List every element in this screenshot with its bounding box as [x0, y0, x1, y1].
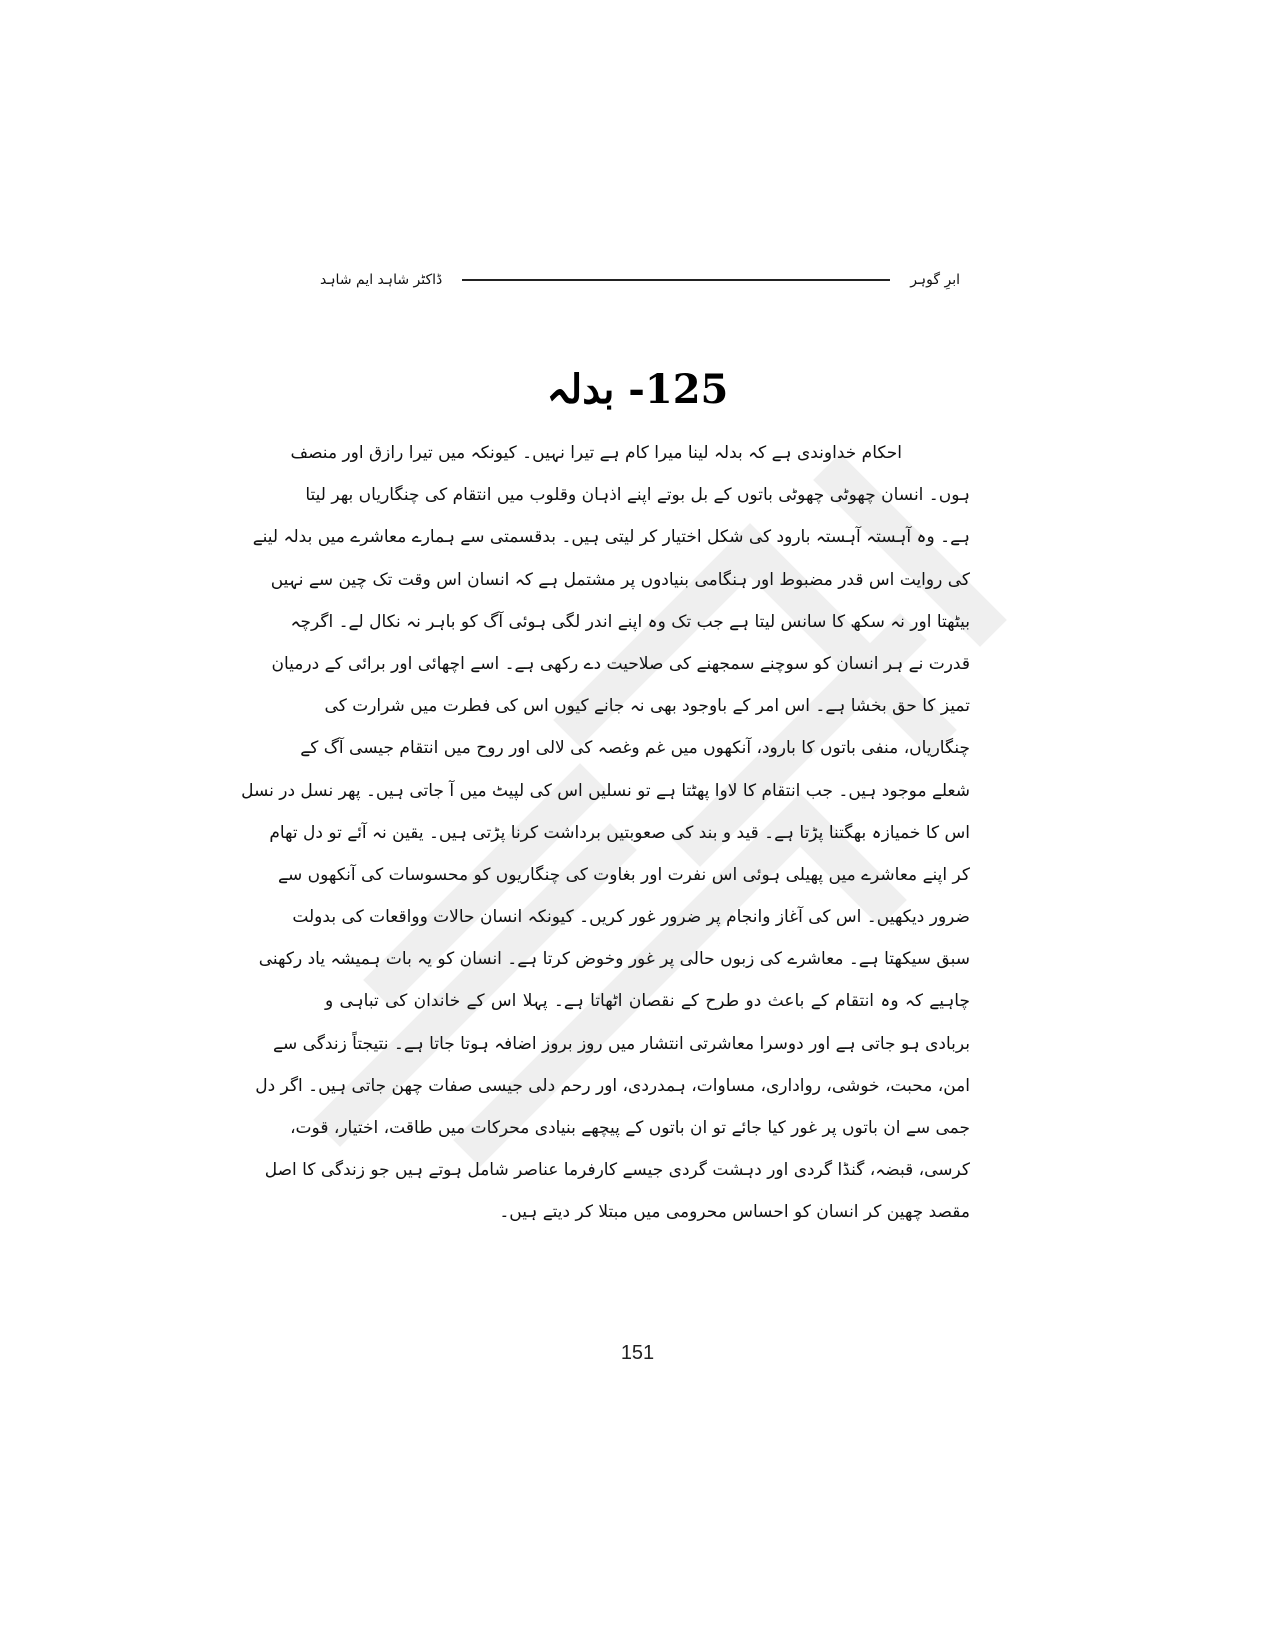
- page-number: 151: [620, 1342, 655, 1364]
- text-line: مقصد چھین کر انسان کو احساس محرومی میں مبتلا کر دیتے ہیں۔: [499, 1202, 970, 1223]
- text-line: چاہیے کہ وہ انتقام کے باعث دو طرح کے نقصان اٹھاتا ہے۔ پہلا اس کے خاندان کی تباہی و: [325, 991, 970, 1012]
- text-line: ضرور دیکھیں۔ اس کی آغاز وانجام پر ضرور غور کریں۔ کیونکہ انسان حالات وواقعات کی بدولت: [292, 907, 970, 928]
- text-line: چنگاریاں، منفی باتوں کا بارود، آنکھوں میں غم وغصہ کی لالی اور روح میں انتقام جیسی آگ کے: [300, 738, 970, 759]
- text-line: تمیز کا حق بخشا ہے۔ اس امر کے باوجود بھی نہ جانے کیوں اس کی فطرت میں شرارت کی: [324, 696, 970, 717]
- text-line: شعلے موجود ہیں۔ جب انتقام کا لاوا پھٹتا ہے تو نسلیں اس کی لپیٹ میں آ جاتی ہیں۔ پھر نسل در نسل: [241, 780, 970, 801]
- body-text: [241, 432, 970, 1234]
- text-line: جمی سے ان باتوں پر غور کیا جائے تو ان باتوں کے پیچھے بنیادی محرکات میں طاقت، اختیار، قوت،: [290, 1118, 970, 1138]
- text-line: احکام خداوندی ہے کہ بدلہ لینا میرا کام ہے تیرا نہیں۔ کیونکہ میں تیرا رازق اور منصف: [290, 443, 902, 463]
- running-header: [320, 265, 960, 295]
- text-line: کی روایت اس قدر مضبوط اور ہنگامی بنیادوں پر مشتمل ہے کہ انسان اس وقت تک چین سے نہیں: [270, 569, 970, 590]
- text-line: امن، محبت، خوشی، رواداری، مساوات، ہمدردی، اور رحم دلی جیسی صفات چھن جاتی ہیں۔ اگر دل: [255, 1075, 970, 1096]
- text-line: کرسی، قبضہ، گنڈا گردی اور دہشت گردی جیسے کارفرما عناصر شامل ہوتے ہیں جو زندگی کا اصل: [264, 1160, 970, 1181]
- chapter-title: 125- بدلہ: [546, 366, 729, 413]
- text-line: بیٹھتا اور نہ سکھ کا سانس لیتا ہے جب تک وہ اپنے اندر لگی ہوئی آگ کو باہر نہ نکال لے۔ اگرچہ: [290, 611, 970, 632]
- author-name: ڈاکٹر شاہد ایم شاہد: [320, 272, 443, 288]
- header-rule: [462, 279, 890, 281]
- text-line: کر اپنے معاشرے میں پھیلی ہوئی اس نفرت اور بغاوت کی چنگاریوں کو محسوسات کی آنکھوں سے: [278, 864, 970, 885]
- text-line: اس کا خمیازہ بھگتنا پڑتا ہے۔ قید و بند کی صعوبتیں برداشت کرنا پڑتی ہیں۔ یقین نہ آئے تو دل تھام: [269, 822, 970, 843]
- text-line: قدرت نے ہر انسان کو سوچنے سمجھنے کی صلاحیت دے رکھی ہے۔ اسے اچھائی اور برائی کے درمیان: [271, 653, 970, 674]
- text-line: سبق سیکھتا ہے۔ معاشرے کی زبوں حالی پر غور وخوض کرتا ہے۔ انسان کو یہ بات ہمیشہ یاد رکھنی: [258, 949, 970, 970]
- text-line: ہوں۔ انسان چھوٹی چھوٹی باتوں کے بل بوتے اپنے اذہان وقلوب میں انتقام کی چنگاریاں بھر لیتا: [305, 485, 970, 506]
- text-line: ہے۔ وہ آہستہ آہستہ بارود کی شکل اختیار کر لیتی ہیں۔ بدقسمتی سے ہمارے معاشرے میں بدلہ لینے: [252, 527, 970, 548]
- text-line: بربادی ہو جاتی ہے اور دوسرا معاشرتی انتشار میں روز بروز اضافہ ہوتا جاتا ہے۔ نتیجتاً زندگی سے: [273, 1033, 970, 1054]
- book-title: ابرِ گوہر: [910, 272, 960, 288]
